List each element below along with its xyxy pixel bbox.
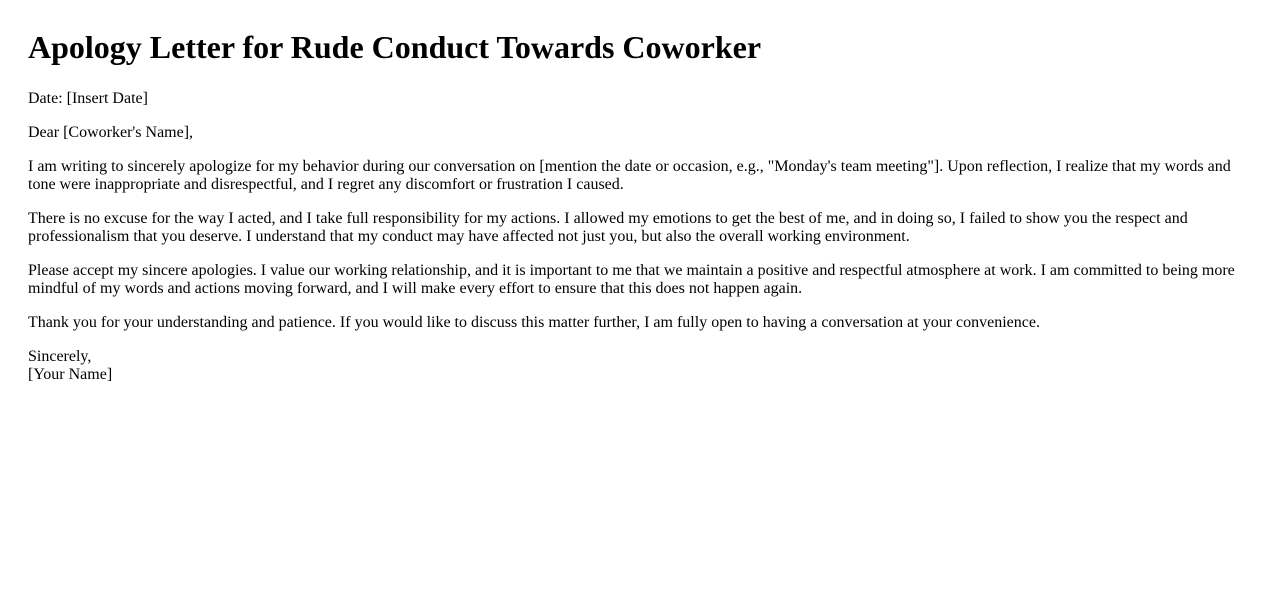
body-paragraph-3: Please accept my sincere apologies. I value our working relationship, and it is important to me that we maintain a positive and respectful atmosphere at work. I am committed to being more mindful of my words and actions moving forward, and I will make every effort to ensure that this does not happen again. [28, 262, 1235, 297]
closing-block [28, 348, 1250, 384]
body-paragraph-2: There is no excuse for the way I acted, and I take full responsibility for my actions. I allowed my emotions to get the best of me, and in doing so, I failed to show you the respect and professionalism that you deserve. I understand that my conduct may have affected not just you, but also the overall working environment. [28, 210, 1188, 245]
page-title: Apology Letter for Rude Conduct Towards Coworker [28, 29, 762, 65]
body-paragraph-4: Thank you for your understanding and patience. If you would like to discuss this matter further, I am fully open to having a conversation at your convenience. [28, 314, 1040, 331]
signature: [Your Name] [28, 366, 113, 383]
date-line: Date: [Insert Date] [28, 90, 148, 107]
body-paragraph-1: I am writing to sincerely apologize for my behavior during our conversation on [mention the date or occasion, e.g., "Monday's team meeting"]. Upon reflection, I realize that my words and tone were inappropriate and disrespectful, and I regret any discomfort or frustration I caused. [28, 158, 1231, 193]
salutation: Dear [Coworker's Name], [28, 124, 194, 141]
closing-line: Sincerely, [28, 348, 92, 365]
